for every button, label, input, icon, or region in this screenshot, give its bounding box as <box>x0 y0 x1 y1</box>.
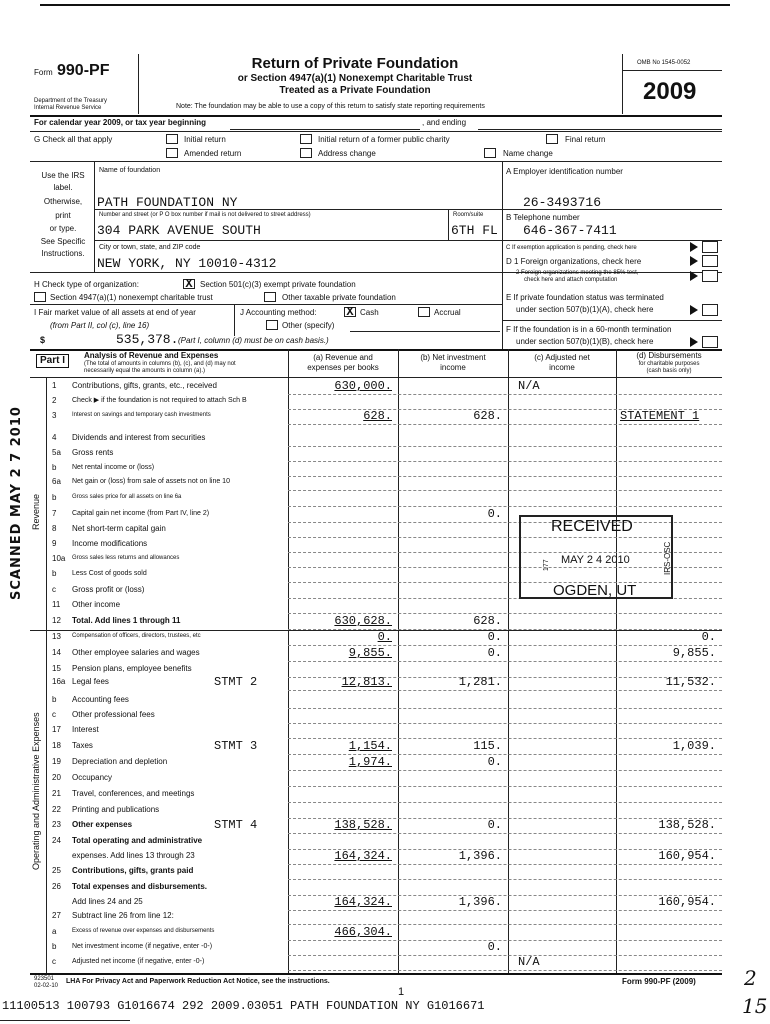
line-label: Income modifications <box>72 539 148 548</box>
right-box-divider-lower <box>502 272 503 349</box>
bottom-edge-rule <box>0 1020 130 1021</box>
statement-ref: STMT 4 <box>214 818 258 832</box>
line-number: 25 <box>52 866 61 875</box>
box-d2-label-a: 2 Foreign organizations meeting the 85% test, <box>516 270 639 276</box>
footer-lha: LHA For Privacy Act and Paperwork Reduction Act Notice, see the instructions. <box>66 978 330 985</box>
501c3-checkbox[interactable]: X <box>183 279 195 289</box>
stamp-date: MAY 2 4 2010 <box>561 554 630 566</box>
line-number: 18 <box>52 741 61 750</box>
row-rule <box>288 955 722 956</box>
line-label: Add lines 24 and 25 <box>72 897 143 906</box>
check-h-label: H Check type of organization: <box>34 280 139 289</box>
address-change-label: Address change <box>318 149 376 158</box>
box-c-arrow <box>690 242 698 252</box>
part1-title: Analysis of Revenue and Expenses <box>84 351 219 360</box>
box-c-checkbox[interactable] <box>702 241 718 253</box>
row-rule <box>288 708 722 709</box>
irs-label-1: Use the IRS <box>41 171 85 180</box>
col-a-value[interactable]: 466,304. <box>334 925 392 939</box>
col-a-header2: expenses per books <box>307 363 379 372</box>
i-j-divider <box>234 304 235 336</box>
line-label: Occupancy <box>72 773 113 782</box>
and-ending-label: , and ending <box>422 118 467 127</box>
col-a-header1: (a) Revenue and <box>313 353 373 362</box>
line-label: Contributions, gifts, grants, etc., received <box>72 381 217 390</box>
line-number: 20 <box>52 773 61 782</box>
final-return-label: Final return <box>565 135 606 144</box>
header-divider-right <box>622 54 623 114</box>
col-c-value[interactable]: N/A <box>518 379 540 393</box>
line-label: Other employee salaries and wages <box>72 648 200 657</box>
row-rule <box>288 446 722 447</box>
col-a-value[interactable]: 1,154. <box>348 739 392 753</box>
handwritten-mark-1: 2 <box>744 966 757 990</box>
footer-rule <box>30 973 722 975</box>
line-number: 19 <box>52 757 61 766</box>
dept-line2: Internal Revenue Service <box>34 105 102 111</box>
box-e-arrow <box>690 305 698 315</box>
box-e-rule <box>502 320 722 321</box>
line-number: 7 <box>52 509 57 518</box>
form-subtitle1: or Section 4947(a)(1) Nonexempt Charitable Trust <box>237 73 473 84</box>
col-a-value[interactable]: 164,324. <box>334 849 392 863</box>
line-label: Total. Add lines 1 through 11 <box>72 616 181 625</box>
line-label: Pension plans, employee benefits <box>72 664 192 673</box>
box-b-label: B Telephone number <box>506 213 580 222</box>
col-a-value[interactable]: 12,813. <box>341 675 392 689</box>
col-d-header1: (d) Disbursements <box>636 351 702 360</box>
box-c-label: C If exemption application is pending, check here <box>506 245 637 251</box>
header-note: Note: The foundation may be able to use a copy of this return to satisfy state reporting requirements <box>176 103 485 110</box>
tax-year-end-field[interactable] <box>478 129 722 130</box>
line-number: 26 <box>52 882 61 891</box>
line-label: Gross sales less returns and allowances <box>72 555 180 561</box>
tax-year: 2009 <box>643 78 697 105</box>
footer-code: 923501 02-02-10 <box>34 976 59 989</box>
line-label: Other professional fees <box>72 710 155 719</box>
g-rule <box>30 161 722 162</box>
irs-label-3: Otherwise, <box>43 197 83 206</box>
row-rule <box>288 940 722 941</box>
part1-subtitle1: (The total of amounts in columns (b), (c), and (d) may not <box>84 361 236 367</box>
col-b-value[interactable]: 0. <box>487 940 502 954</box>
label-divider <box>94 161 95 273</box>
col-c-value[interactable]: N/A <box>518 955 540 969</box>
line-number: 3 <box>52 411 57 420</box>
row-rule <box>288 864 722 865</box>
stamp-city: OGDEN, UT <box>553 582 637 599</box>
form-prefix: Form <box>34 68 53 77</box>
line-number: 16a <box>52 677 66 686</box>
line-number: b <box>52 942 57 951</box>
omb-rule <box>622 70 722 71</box>
statement-ref: STMT 2 <box>214 675 258 689</box>
4947-checkbox[interactable] <box>34 292 46 302</box>
side-label-divider <box>46 377 47 973</box>
col-a-value[interactable]: 630,628. <box>334 614 392 628</box>
box-e-label-b: under section 507(b)(1)(A), check here <box>516 305 654 314</box>
line-label: Printing and publications <box>72 805 160 814</box>
line-label: Legal fees <box>72 677 109 686</box>
foundation-name-label: Name of foundation <box>99 167 161 174</box>
line-label: Gross profit or (loss) <box>72 585 145 594</box>
revenue-expense-rule <box>30 630 722 631</box>
line-number: 17 <box>52 725 61 734</box>
cash-checkbox[interactable]: X <box>344 307 356 317</box>
row-rule <box>288 661 722 662</box>
line-label: Accounting fees <box>72 695 129 704</box>
fmv-note: (Part I, column (d) must be on cash basis.) <box>178 336 329 345</box>
line-number: 21 <box>52 789 61 798</box>
header-divider-left <box>138 54 139 114</box>
line-label: Dividends and interest from securities <box>72 433 206 442</box>
header-bottom-rule <box>30 115 722 117</box>
col-b-value[interactable]: 1,396. <box>458 849 502 863</box>
fmv-value[interactable]: 535,378. <box>116 332 179 347</box>
city-state-zip[interactable]: NEW YORK, NY 10010-4312 <box>97 256 277 271</box>
box-e-checkbox[interactable] <box>702 304 718 316</box>
col-d-value[interactable]: STATEMENT 1 <box>620 409 700 423</box>
amended-return-checkbox[interactable] <box>166 148 178 158</box>
row-rule <box>288 723 722 724</box>
line-label: Interest on savings and temporary cash investments <box>72 412 211 418</box>
col-a-value[interactable]: 1,974. <box>348 755 392 769</box>
box-d2-checkbox[interactable] <box>702 270 718 282</box>
col-d-value[interactable]: 160,954. <box>658 895 716 909</box>
stamp-received: RECEIVED <box>551 518 633 535</box>
line-number: 13 <box>52 632 61 641</box>
line-number: 6a <box>52 477 61 486</box>
col-b-value[interactable]: 115. <box>473 739 502 753</box>
city-label: City or town, state, and ZIP code <box>99 244 201 251</box>
line-number: 4 <box>52 433 57 442</box>
line-number: 1 <box>52 381 57 390</box>
line-number: 22 <box>52 805 61 814</box>
line-number: 27 <box>52 911 61 920</box>
box-d1-label: D 1 Foreign organizations, check here <box>506 257 642 266</box>
line-number: a <box>52 927 57 936</box>
irs-label-2: label. <box>53 183 73 192</box>
col-d-value[interactable]: 1,039. <box>672 739 716 753</box>
name-rule <box>94 209 502 210</box>
tax-year-begin-field[interactable] <box>230 129 420 130</box>
foundation-name[interactable]: PATH FOUNDATION NY <box>97 195 238 210</box>
fmv-label-2: (from Part II, col (c), line 16) <box>50 321 150 330</box>
line-label: Net rental income or (loss) <box>72 464 155 471</box>
h-rule <box>30 304 502 305</box>
room-label: Room/suite <box>453 212 484 218</box>
other-taxable-checkbox[interactable] <box>264 292 276 302</box>
501c3-label: Section 501(c)(3) exempt private foundation <box>200 280 356 289</box>
omb-number: OMB No 1545-0052 <box>637 60 691 66</box>
col-d-value[interactable]: 138,528. <box>658 818 716 832</box>
name-change-checkbox[interactable] <box>484 148 496 158</box>
row-rule <box>288 879 722 880</box>
box-a-label: A Employer identification number <box>506 167 623 176</box>
row-rule <box>288 690 722 691</box>
line-number: 8 <box>52 524 57 533</box>
row-rule <box>288 506 722 507</box>
line-label: Compensation of officers, directors, trustees, etc <box>72 633 201 639</box>
statement-ref: STMT 3 <box>214 739 258 753</box>
dept-line1: Department of the Treasury <box>34 98 108 104</box>
line-label: Gross sales price for all assets on line 6a <box>72 494 182 500</box>
4947-label: Section 4947(a)(1) nonexempt charitable trust <box>50 293 213 302</box>
col-a-value[interactable]: 628. <box>363 409 392 423</box>
form-name: 990-PF <box>57 62 110 79</box>
line-number: 9 <box>52 539 57 548</box>
col-d-value[interactable]: 0. <box>701 630 716 644</box>
box-d2-arrow <box>690 271 698 281</box>
col-b-value[interactable]: 0. <box>487 818 502 832</box>
line-number: 14 <box>52 648 61 657</box>
part1-badge: Part I <box>36 354 69 368</box>
calendar-year-label: For calendar year 2009, or tax year beginning <box>34 118 207 127</box>
line-label: Check ▶ if the foundation is not required to attach Sch B <box>72 397 247 404</box>
other-method-checkbox[interactable] <box>266 320 278 330</box>
col-b-header1: (b) Net investment <box>420 353 486 362</box>
page-number: 1 <box>398 986 405 998</box>
calendar-rule <box>30 131 722 132</box>
col-a-value[interactable]: 164,324. <box>334 895 392 909</box>
final-return-checkbox[interactable] <box>546 134 558 144</box>
col-d-value[interactable]: 9,855. <box>672 646 716 660</box>
fmv-dollar: $ <box>40 335 46 345</box>
line-number: 2 <box>52 396 57 405</box>
line-number: 12 <box>52 616 61 625</box>
other-method-label: Other (specify) <box>282 321 335 330</box>
handwritten-mark-2: 15 <box>742 994 768 1018</box>
row-rule <box>288 394 722 395</box>
col-b-value[interactable]: 0. <box>487 755 502 769</box>
stamp-number: 177 <box>543 559 550 571</box>
box-d1-arrow <box>690 256 698 266</box>
col-c-header2: income <box>549 363 575 372</box>
ein-value[interactable]: 26-3493716 <box>523 195 602 210</box>
phone-value[interactable]: 646-367-7411 <box>523 223 617 238</box>
col-d-value[interactable]: 11,532. <box>665 675 716 689</box>
line-label: Less Cost of goods sold <box>72 570 147 577</box>
form-title: Return of Private Foundation <box>251 55 459 72</box>
line-label: expenses. Add lines 13 through 23 <box>72 851 195 860</box>
row-rule <box>288 833 722 834</box>
line-label: Depreciation and depletion <box>72 757 168 766</box>
form-subtitle2: Treated as a Private Foundation <box>279 85 431 96</box>
line-label: Contributions, gifts, grants paid <box>72 866 194 875</box>
initial-former-checkbox[interactable] <box>300 134 312 144</box>
scan-top-rule <box>40 4 730 6</box>
col-b-value[interactable]: 0. <box>487 630 502 644</box>
line-label: Excess of revenue over expenses and disbursements <box>72 928 215 934</box>
street-address[interactable]: 304 PARK AVENUE SOUTH <box>97 223 261 238</box>
irs-label-7: Instructions. <box>41 249 85 258</box>
row-rule <box>288 424 722 425</box>
line-number: c <box>52 710 56 719</box>
line-label: Net gain or (loss) from sale of assets not on line 10 <box>72 478 230 485</box>
room-divider <box>448 209 449 241</box>
line-number: b <box>52 569 57 578</box>
part1-header-rule <box>30 377 722 378</box>
box-b-rule <box>502 240 722 241</box>
line-label: Other expenses <box>72 820 133 829</box>
line-number: 24 <box>52 836 61 845</box>
col-b-value[interactable]: 0. <box>487 507 502 521</box>
scanned-stamp: SCANNED MAY 2 7 2010 <box>9 406 24 600</box>
line-number: c <box>52 585 56 594</box>
col-a-value[interactable]: 630,000. <box>334 379 392 393</box>
line-label: Capital gain net income (from Part IV, line 2) <box>72 510 210 517</box>
line-label: Total operating and administrative <box>72 836 203 845</box>
col-b-value[interactable]: 628. <box>473 409 502 423</box>
row-rule <box>288 786 722 787</box>
line-label: Net investment income (if negative, enter -0-) <box>72 943 213 950</box>
col-c-header1: (c) Adjusted net <box>534 353 590 362</box>
stamp-side: IRS-OSC <box>663 541 672 575</box>
received-stamp <box>519 515 673 599</box>
col-d-value[interactable]: 160,954. <box>658 849 716 863</box>
row-rule <box>288 970 722 971</box>
barcode-line: 11100513 100793 G1016674 292 2009.03051 PATH FOUNDATION NY G1016671 <box>2 999 485 1013</box>
col-a-value[interactable]: 9,855. <box>348 646 392 660</box>
initial-former-label: Initial return of a former public charity <box>318 135 450 144</box>
col-b-value[interactable]: 1,396. <box>458 895 502 909</box>
irs-label-6: See Specific <box>40 237 86 246</box>
col-d-header2: for charitable purposes <box>638 361 700 367</box>
irs-label-5: or type. <box>49 224 77 233</box>
line-number: c <box>52 957 56 966</box>
box-f-checkbox[interactable] <box>702 336 718 348</box>
line-label: Interest <box>72 725 99 734</box>
col-d-header3: (cash basis only) <box>646 368 692 374</box>
fmv-label-1: I Fair market value of all assets at end of year <box>34 308 196 317</box>
line-label: Net short-term capital gain <box>72 524 166 533</box>
col-b-header2: income <box>440 363 466 372</box>
line-label: Total expenses and disbursements. <box>72 882 208 891</box>
amended-return-label: Amended return <box>184 149 242 158</box>
side-label-revenue: Revenue <box>31 493 41 530</box>
row-rule <box>288 770 722 771</box>
col-b-value[interactable]: 628. <box>473 614 502 628</box>
cash-label: Cash <box>360 308 379 317</box>
line-label: Adjusted net income (if negative, enter -0-) <box>72 958 205 965</box>
row-rule <box>288 802 722 803</box>
box-a-rule <box>502 209 722 210</box>
line-label: Other income <box>72 600 121 609</box>
row-rule <box>288 910 722 911</box>
line-number: 15 <box>52 664 61 673</box>
box-f-label-a: F If the foundation is in a 60-month termination <box>506 325 672 334</box>
name-change-label: Name change <box>503 149 553 158</box>
other-method-field[interactable] <box>350 331 500 332</box>
box-d1-checkbox[interactable] <box>702 255 718 267</box>
line-number: b <box>52 493 57 502</box>
line-label: Subtract line 26 from line 12: <box>72 911 174 920</box>
right-box-divider <box>502 161 503 273</box>
col-b-value[interactable]: 1,281. <box>458 675 502 689</box>
line-number: 10a <box>52 554 66 563</box>
col-a-value[interactable]: 0. <box>377 630 392 644</box>
line-label: Gross rents <box>72 448 114 457</box>
room-suite[interactable]: 6TH FL <box>451 223 498 238</box>
line-number: 23 <box>52 820 61 829</box>
other-taxable-label: Other taxable private foundation <box>282 293 396 302</box>
accrual-label: Accrual <box>434 308 461 317</box>
line-number: 11 <box>52 600 61 609</box>
box-f-label-b: under section 507(b)(1)(B), check here <box>516 337 654 346</box>
street-rule <box>94 240 502 241</box>
row-rule <box>288 461 722 462</box>
box-d2-label-b: check here and attach computation <box>524 277 618 283</box>
box-f-arrow <box>690 337 698 347</box>
part1-subtitle2: necessarily equal the amounts in column (a).) <box>84 368 206 374</box>
box-e-label-a: E If private foundation status was terminated <box>506 293 664 302</box>
footer-form: Form 990-PF (2009) <box>622 977 696 986</box>
initial-return-label: Initial return <box>184 135 226 144</box>
street-label: Number and street (or P O box number if mail is not delivered to street address) <box>99 212 311 218</box>
initial-return-checkbox[interactable] <box>166 134 178 144</box>
line-label: Taxes <box>72 741 93 750</box>
line-number: b <box>52 695 57 704</box>
accrual-checkbox[interactable] <box>418 307 430 317</box>
check-g-label: G Check all that apply <box>34 135 113 144</box>
line-label: Travel, conferences, and meetings <box>72 789 195 798</box>
line-number: b <box>52 463 57 472</box>
row-rule <box>288 490 722 491</box>
col-a-value[interactable]: 138,528. <box>334 818 392 832</box>
side-label-expenses: Operating and Administrative Expenses <box>31 712 41 870</box>
accounting-label: J Accounting method: <box>240 308 317 317</box>
row-rule <box>288 476 722 477</box>
address-change-checkbox[interactable] <box>300 148 312 158</box>
col-b-value[interactable]: 0. <box>487 646 502 660</box>
irs-label-4: print <box>55 211 71 220</box>
line-number: 5a <box>52 448 61 457</box>
